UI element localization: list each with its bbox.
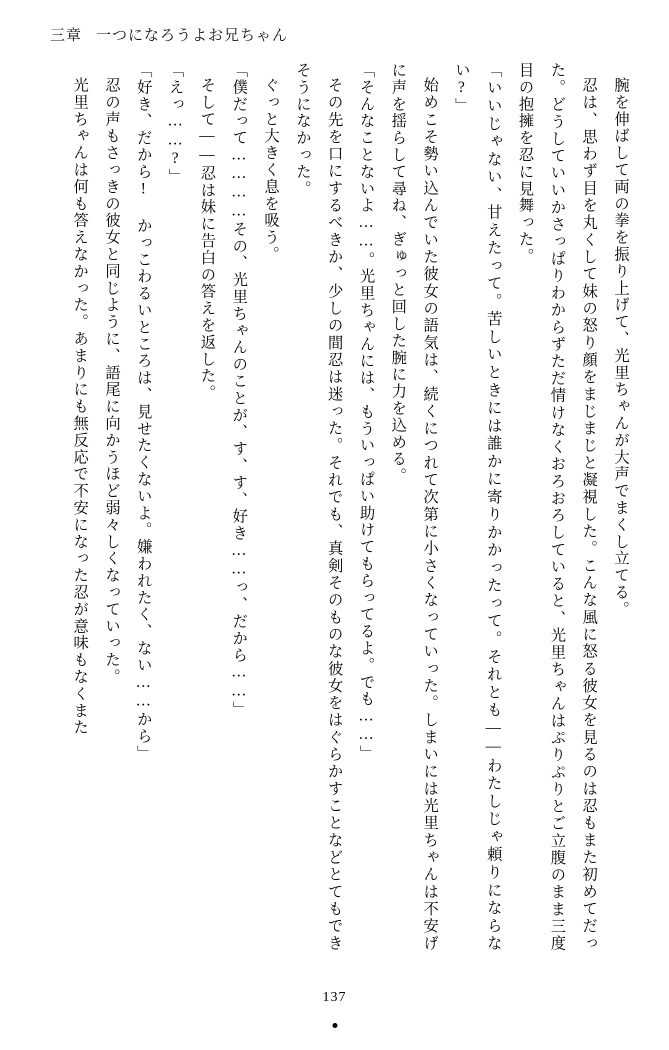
body-paragraph: 光里ちゃんは何も答えなかった。あまりにも無反応で不安になった忍が意味もなくまた [71, 77, 89, 737]
body-paragraph: ぐっと大きく息を吸う。 [262, 77, 280, 264]
body-paragraph: 「好き、だから! かっこわるいところは、見せたくないよ。嫌われたく、ない……から」 [134, 62, 152, 762]
page-body-text [36, 62, 636, 952]
bottom-marker-dot [332, 1023, 337, 1028]
running-header [50, 24, 288, 45]
body-paragraph: その先を口にするべきか、少しの間忍は迷った。それでも、真剣そのものな彼女をはぐらかすことなどとてもできそうになかった。 [293, 62, 343, 952]
page-number: 137 [322, 990, 347, 1005]
body-paragraph: そして——忍は妹に告白の答えを返した。 [198, 77, 216, 402]
body-paragraph: 「僕だって…………その、光里ちゃんのことが、す、す、好き……っ、だから……」 [230, 62, 248, 718]
body-paragraph: 「そんなことないよ……。光里ちゃんには、もういっぱい助けてもらってるよ。でも……」 [357, 62, 375, 762]
body-paragraph: 腕を伸ばして両の拳を振り上げて、光里ちゃんが大声でまくし立てる。 [612, 77, 629, 619]
body-paragraph: 忍は、思わず目を丸くして妹の怒り顔をまじまじと凝視した。こんな風に怒る彼女を見るのは忍もまた初めてだった。どうしていいかさっぱりわからずただ情けなくおろおろしていると、光里ちゃんはぷりぷりとご立腹のまま三度目の抱擁を忍に見舞った。 [516, 62, 598, 952]
chapter-title: 一つになろうよお兄ちゃん [96, 28, 289, 44]
body-paragraph: 忍の声もさっきの彼女と同じように、語尾に向かうほど弱々しくなっていった。 [103, 77, 120, 686]
body-paragraph: 「いいじゃない、甘えたって。苦しいときには誰かに寄りかかったって。それとも——わたしじゃ頼りにならない?」 [452, 62, 502, 952]
body-paragraph: 始めこそ勢い込んでいた彼女の語気は、続くにつれて次第に小さくなっていった。しまいには光里ちゃんは不安げに声を揺らして尋ね、ぎゅっと回した腕に力を込める。 [389, 62, 439, 952]
body-paragraph: 「えっ……?」 [166, 62, 184, 186]
chapter-number: 三章 [50, 28, 83, 44]
